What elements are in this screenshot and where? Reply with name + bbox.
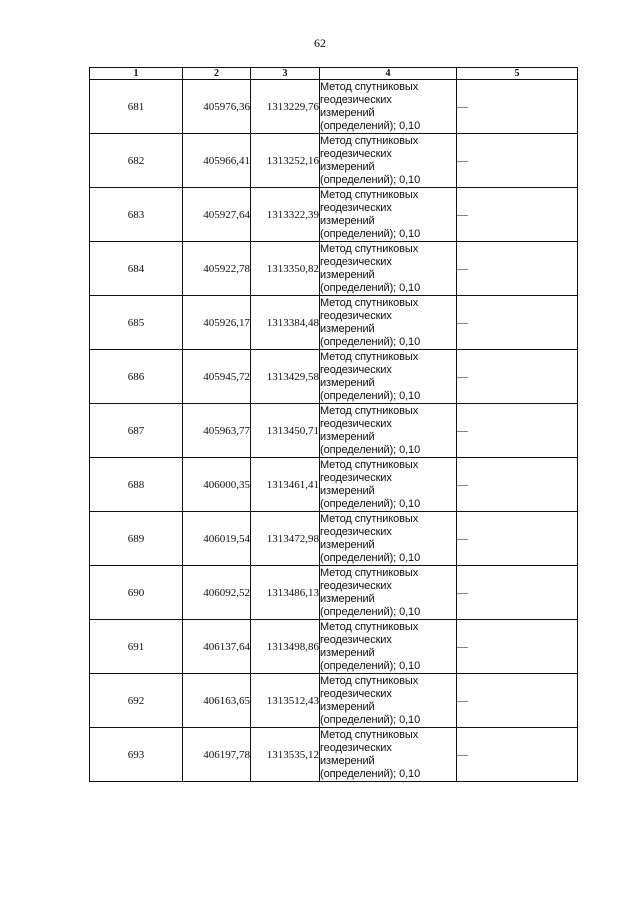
table-row: [90, 458, 578, 512]
note-cell: —: [457, 728, 578, 782]
point-number-cell: 690: [90, 566, 183, 620]
y-coordinate-cell: 1313252,16: [251, 134, 320, 188]
method-cell: [320, 242, 457, 296]
method-line: геодезических: [320, 417, 392, 430]
point-number-cell: 684: [90, 242, 183, 296]
x-coordinate-cell: 405963,77: [183, 404, 251, 458]
table-row: [90, 350, 578, 404]
x-coordinate-cell: 405966,41: [183, 134, 251, 188]
method-line: измерений: [320, 592, 375, 605]
x-coordinate-cell: 405945,72: [183, 350, 251, 404]
method-cell: [320, 620, 457, 674]
header-col-4: 4: [320, 68, 457, 80]
method-line: измерений: [320, 214, 375, 227]
method-line: геодезических: [320, 255, 392, 268]
point-number-cell: 688: [90, 458, 183, 512]
method-line: (определений); 0,10: [320, 173, 421, 186]
y-coordinate-cell: 1313461,41: [251, 458, 320, 512]
header-row: [90, 68, 578, 80]
method-line: (определений); 0,10: [320, 389, 421, 402]
method-line: Метод спутниковых: [320, 404, 419, 417]
method-line: геодезических: [320, 93, 392, 106]
method-line: измерений: [320, 268, 375, 281]
method-cell: [320, 296, 457, 350]
method-line: Метод спутниковых: [320, 134, 419, 147]
method-line: Метод спутниковых: [320, 350, 419, 363]
method-cell: [320, 674, 457, 728]
method-line: геодезических: [320, 525, 392, 538]
method-cell: [320, 188, 457, 242]
y-coordinate-cell: 1313350,82: [251, 242, 320, 296]
point-number-cell: 687: [90, 404, 183, 458]
y-coordinate-cell: 1313322,39: [251, 188, 320, 242]
method-cell: [320, 134, 457, 188]
y-coordinate-cell: 1313472,98: [251, 512, 320, 566]
note-cell: —: [457, 242, 578, 296]
method-line: Метод спутниковых: [320, 728, 419, 741]
table-row: [90, 134, 578, 188]
table-header: [90, 68, 578, 80]
coordinates-table: [89, 67, 578, 782]
point-number-cell: 691: [90, 620, 183, 674]
point-number-cell: 681: [90, 80, 183, 134]
method-line: геодезических: [320, 471, 392, 484]
method-line: измерений: [320, 538, 375, 551]
x-coordinate-cell: 406163,65: [183, 674, 251, 728]
method-line: геодезических: [320, 633, 392, 646]
point-number-cell: 682: [90, 134, 183, 188]
header-col-1: 1: [90, 68, 183, 80]
method-line: геодезических: [320, 741, 392, 754]
y-coordinate-cell: 1313486,13: [251, 566, 320, 620]
method-line: измерений: [320, 376, 375, 389]
x-coordinate-cell: 405922,78: [183, 242, 251, 296]
method-line: (определений); 0,10: [320, 551, 421, 564]
y-coordinate-cell: 1313450,71: [251, 404, 320, 458]
method-cell: [320, 566, 457, 620]
x-coordinate-cell: 406197,78: [183, 728, 251, 782]
method-line: измерений: [320, 106, 375, 119]
note-cell: —: [457, 674, 578, 728]
page-number: 62: [314, 36, 326, 50]
note-cell: —: [457, 350, 578, 404]
y-coordinate-cell: 1313384,48: [251, 296, 320, 350]
method-line: геодезических: [320, 201, 392, 214]
header-col-3: 3: [251, 68, 320, 80]
method-line: (определений); 0,10: [320, 335, 421, 348]
point-number-cell: 683: [90, 188, 183, 242]
method-line: (определений); 0,10: [320, 659, 421, 672]
note-cell: —: [457, 620, 578, 674]
point-number-cell: 689: [90, 512, 183, 566]
method-line: геодезических: [320, 687, 392, 700]
point-number-cell: 686: [90, 350, 183, 404]
note-cell: —: [457, 80, 578, 134]
table-row: [90, 566, 578, 620]
method-cell: [320, 404, 457, 458]
point-number-cell: 685: [90, 296, 183, 350]
method-line: измерений: [320, 700, 375, 713]
table-row: [90, 296, 578, 350]
method-line: Метод спутниковых: [320, 620, 419, 633]
note-cell: —: [457, 566, 578, 620]
table-row: [90, 512, 578, 566]
note-cell: —: [457, 404, 578, 458]
table-row: [90, 620, 578, 674]
x-coordinate-cell: 405926,17: [183, 296, 251, 350]
method-line: Метод спутниковых: [320, 512, 419, 525]
method-line: измерений: [320, 430, 375, 443]
method-line: Метод спутниковых: [320, 296, 419, 309]
method-cell: [320, 80, 457, 134]
header-col-5: 5: [457, 68, 578, 80]
note-cell: —: [457, 134, 578, 188]
method-line: измерений: [320, 754, 375, 767]
method-line: (определений); 0,10: [320, 119, 421, 132]
method-line: геодезических: [320, 579, 392, 592]
method-cell: [320, 728, 457, 782]
method-line: измерений: [320, 484, 375, 497]
y-coordinate-cell: 1313535,12: [251, 728, 320, 782]
method-line: Метод спутниковых: [320, 458, 419, 471]
x-coordinate-cell: 405976,36: [183, 80, 251, 134]
method-line: (определений); 0,10: [320, 713, 421, 726]
y-coordinate-cell: 1313498,86: [251, 620, 320, 674]
method-line: геодезических: [320, 363, 392, 376]
point-number-cell: 692: [90, 674, 183, 728]
x-coordinate-cell: 405927,64: [183, 188, 251, 242]
table-row: [90, 188, 578, 242]
header-col-2: 2: [183, 68, 251, 80]
table-body: [90, 80, 578, 782]
y-coordinate-cell: 1313512,43: [251, 674, 320, 728]
method-line: Метод спутниковых: [320, 242, 419, 255]
method-line: измерений: [320, 646, 375, 659]
table-row: [90, 404, 578, 458]
note-cell: —: [457, 296, 578, 350]
method-line: Метод спутниковых: [320, 80, 419, 93]
method-line: (определений); 0,10: [320, 605, 421, 618]
method-line: Метод спутниковых: [320, 566, 419, 579]
method-line: геодезических: [320, 147, 392, 160]
table-row: [90, 80, 578, 134]
method-cell: [320, 350, 457, 404]
y-coordinate-cell: 1313429,58: [251, 350, 320, 404]
method-line: (определений); 0,10: [320, 227, 421, 240]
x-coordinate-cell: 406092,52: [183, 566, 251, 620]
note-cell: —: [457, 188, 578, 242]
method-line: (определений); 0,10: [320, 497, 421, 510]
method-cell: [320, 512, 457, 566]
table-row: [90, 728, 578, 782]
method-line: измерений: [320, 322, 375, 335]
method-line: Метод спутниковых: [320, 188, 419, 201]
y-coordinate-cell: 1313229,76: [251, 80, 320, 134]
method-line: Метод спутниковых: [320, 674, 419, 687]
x-coordinate-cell: 406000,35: [183, 458, 251, 512]
method-line: (определений); 0,10: [320, 767, 421, 780]
note-cell: —: [457, 512, 578, 566]
method-line: (определений); 0,10: [320, 281, 421, 294]
point-number-cell: 693: [90, 728, 183, 782]
note-cell: —: [457, 458, 578, 512]
table-row: [90, 242, 578, 296]
method-line: геодезических: [320, 309, 392, 322]
method-line: (определений); 0,10: [320, 443, 421, 456]
method-line: измерений: [320, 160, 375, 173]
x-coordinate-cell: 406137,64: [183, 620, 251, 674]
table-row: [90, 674, 578, 728]
x-coordinate-cell: 406019,54: [183, 512, 251, 566]
method-cell: [320, 458, 457, 512]
